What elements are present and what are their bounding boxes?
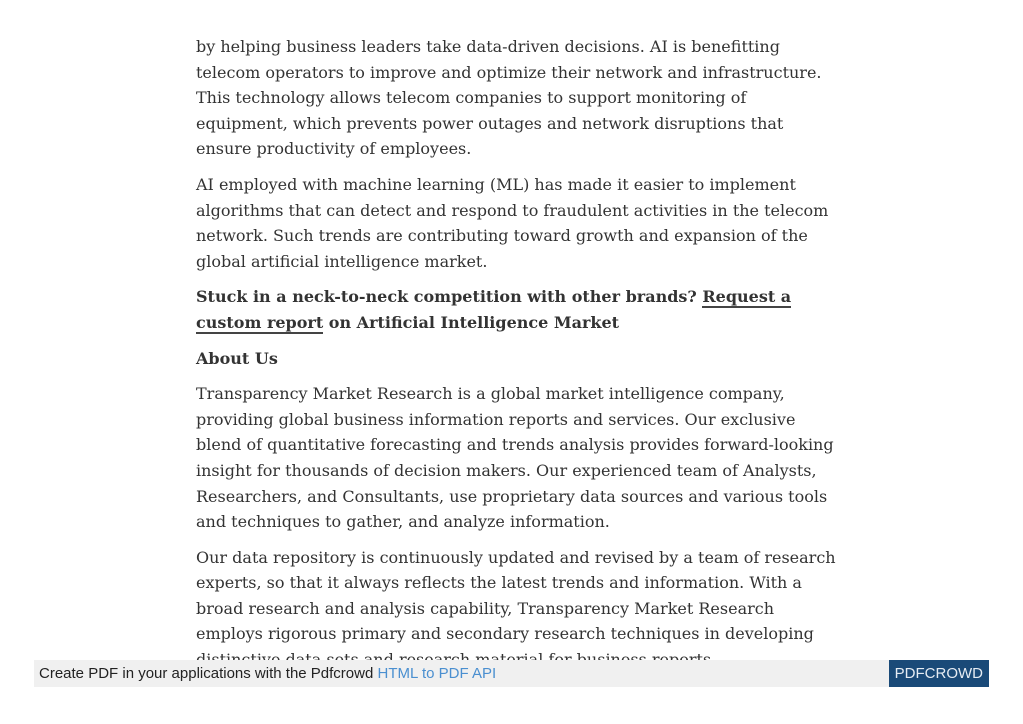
cta-prefix: Stuck in a neck-to-neck competition with other brands? [196, 287, 703, 307]
cta-suffix: on Artificial Intelligence Market [323, 312, 620, 332]
paragraph-telecom: by helping business leaders take data-driven decisions. AI is benefitting telecom operators to improve and optimize their network and infrastructure. This technology allows telecom companies to support monitoring of equipment, which prevents power outages and network disruptions that ensure productivity of employees. [196, 37, 822, 159]
paragraph-company: Transparency Market Research is a global market intelligence company, providing global business information reports and services. Our exclusive blend of quantitative forecasting and trends analysis provides forward-looking insight for thousands of decision makers. Our experienced team of Analysts, Researchers, and Consultants, use proprietary data sources and various tools and techniques to gather, and analyze information. [196, 384, 834, 532]
paragraph-machine-learning: AI employed with machine learning (ML) has made it easier to implement algorithms that can detect and respond to fraudulent activities in the telecom network. Such trends are contributing toward growth and expansion of the global artificial intelligence market. [196, 174, 829, 271]
about-us-heading: About Us [196, 348, 278, 368]
footer-label: Create PDF in your applications with the Pdfcrowd [39, 665, 378, 682]
article-body [196, 34, 836, 683]
request-custom-report-link[interactable]: Request a custom report [196, 287, 792, 332]
cta-paragraph [196, 284, 836, 335]
html-to-pdf-api-link[interactable]: HTML to PDF API [377, 665, 497, 682]
footer-text [39, 665, 496, 682]
pdfcrowd-footer [34, 660, 989, 687]
paragraph-repository: Our data repository is continuously updated and revised by a team of research experts, so that it always reflects the latest trends and information. With a broad research and analysis capability, Transparency Market Research employs rigorous primary and secondary research techniques in developing [196, 547, 836, 644]
pdfcrowd-button[interactable]: PDFCROWD [889, 660, 989, 687]
